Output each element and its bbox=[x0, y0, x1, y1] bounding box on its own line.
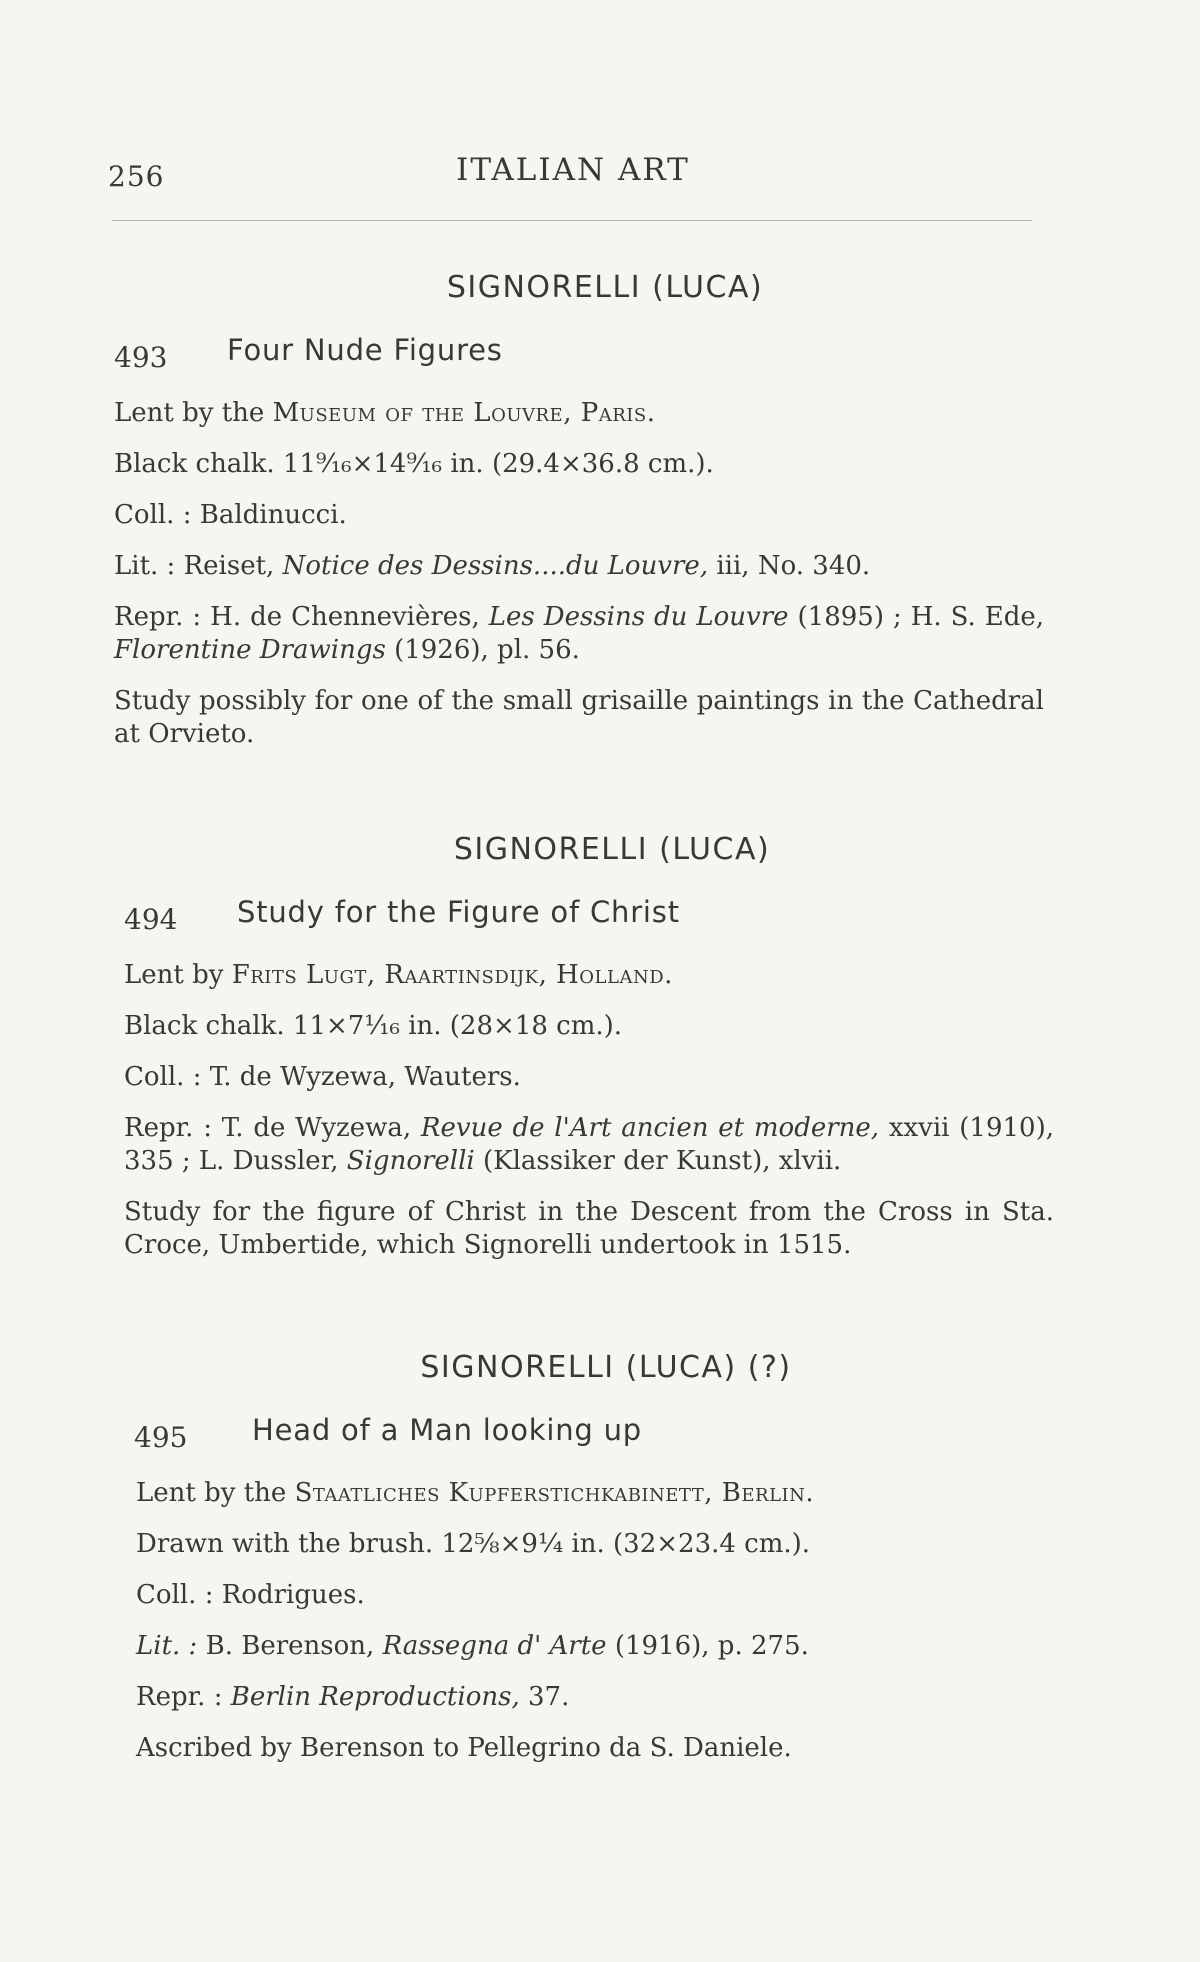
collection-line: Coll. : T. de Wyzewa, Wauters. bbox=[124, 1062, 521, 1092]
artist-heading: SIGNORELLI (LUCA) bbox=[446, 270, 764, 305]
repr-text: (1895) ; H. S. Ede, bbox=[788, 602, 1045, 632]
reproduction-line bbox=[136, 1681, 1200, 1714]
repr-text: xxvii (1910), 335 ; L. Dussler, bbox=[124, 1113, 1054, 1176]
lender-line bbox=[114, 397, 1200, 430]
title-line bbox=[0, 895, 1200, 941]
running-head bbox=[108, 152, 1038, 192]
work-title: Study for the Figure of Christ bbox=[237, 895, 680, 929]
lender: Staatliches Kupferstichkabinett, Berlin. bbox=[294, 1478, 815, 1508]
catalogue-number: 493 bbox=[114, 341, 168, 374]
lent-prefix: Lent by bbox=[124, 960, 232, 990]
note-paragraph: Study for the figure of Christ in the Descent from the Cross in Sta. Croce, Umbertide, which Signorelli undertook in 1515. bbox=[124, 1197, 1054, 1260]
reproduction-line bbox=[114, 601, 1044, 667]
medium-line: Drawn with the brush. 12⅝×9¼ in. (32×23.4 cm.). bbox=[136, 1529, 811, 1559]
lit-work: Notice des Dessins....du Louvre, bbox=[282, 551, 709, 581]
entry-body bbox=[124, 959, 1200, 1262]
lit-label: Lit. : bbox=[136, 1631, 206, 1661]
repr-label: Repr. : bbox=[136, 1682, 231, 1712]
work-title: Four Nude Figures bbox=[227, 333, 503, 367]
note-paragraph: Ascribed by Berenson to Pellegrino da S. Daniele. bbox=[136, 1733, 792, 1763]
entry-body bbox=[136, 1477, 1200, 1765]
artist-heading: SIGNORELLI (LUCA) bbox=[453, 832, 771, 867]
repr-text: H. de Chennevières, bbox=[210, 602, 489, 632]
lender: Museum of the Louvre, Paris. bbox=[272, 398, 656, 428]
literature-line bbox=[114, 550, 1200, 583]
lender-line bbox=[136, 1477, 1200, 1510]
medium-line: Black chalk. 11×7¹⁄₁₆ in. (28×18 cm.). bbox=[124, 1011, 623, 1041]
collection-line: Coll. : Rodrigues. bbox=[136, 1580, 365, 1610]
entry-body bbox=[114, 397, 1200, 751]
repr-work: Berlin Reproductions, bbox=[230, 1682, 520, 1712]
catalogue-entry-495 bbox=[0, 1350, 1200, 1765]
collection-line: Coll. : Baldinucci. bbox=[114, 500, 347, 530]
repr-work: Signorelli bbox=[346, 1146, 475, 1176]
lent-prefix: Lent by the bbox=[136, 1478, 295, 1508]
repr-work: Florentine Drawings bbox=[114, 635, 386, 665]
repr-text: (1926), pl. 56. bbox=[385, 635, 580, 665]
repr-work: Les Dessins du Louvre bbox=[488, 602, 789, 632]
artist-heading: SIGNORELLI (LUCA) (?) bbox=[420, 1350, 792, 1385]
note-paragraph: Study possibly for one of the small grisaille paintings in the Cathedral at Orvieto. bbox=[114, 686, 1044, 749]
page-number: 256 bbox=[108, 160, 165, 193]
medium-line: Black chalk. 11⁹⁄₁₆×14⁹⁄₁₆ in. (29.4×36.8 cm.). bbox=[114, 449, 714, 479]
reproduction-line bbox=[124, 1112, 1054, 1178]
catalogue-number: 495 bbox=[134, 1421, 188, 1454]
running-title: ITALIAN ART bbox=[456, 152, 690, 188]
header-rule bbox=[112, 220, 1032, 221]
lender: Frits Lugt, Raartinsdijk, Holland. bbox=[231, 960, 673, 990]
repr-text: 37. bbox=[519, 1682, 570, 1712]
repr-text: T. de Wyzewa, bbox=[221, 1113, 421, 1143]
repr-label: Repr. : bbox=[124, 1113, 222, 1143]
catalogue-number: 494 bbox=[124, 903, 178, 936]
literature-line bbox=[136, 1630, 1200, 1663]
repr-text: (Klassiker der Kunst), xlvii. bbox=[474, 1146, 842, 1176]
work-title: Head of a Man looking up bbox=[252, 1413, 642, 1447]
lit-ref: (1916), p. 275. bbox=[606, 1631, 809, 1661]
lender-line bbox=[124, 959, 1200, 992]
repr-work: Revue de l'Art ancien et moderne, bbox=[420, 1113, 880, 1143]
lit-label: Lit. : bbox=[114, 551, 184, 581]
title-line bbox=[0, 1413, 1200, 1459]
lit-ref: iii, No. 340. bbox=[708, 551, 871, 581]
catalogue-entry-494 bbox=[0, 832, 1200, 1262]
catalogue-entry-493 bbox=[0, 270, 1200, 751]
title-line bbox=[0, 333, 1200, 379]
lent-prefix: Lent by the bbox=[114, 398, 273, 428]
lit-author: Reiset, bbox=[183, 551, 283, 581]
lit-work: Rassegna d' Arte bbox=[382, 1631, 607, 1661]
lit-author: B. Berenson, bbox=[205, 1631, 383, 1661]
repr-label: Repr. : bbox=[114, 602, 211, 632]
